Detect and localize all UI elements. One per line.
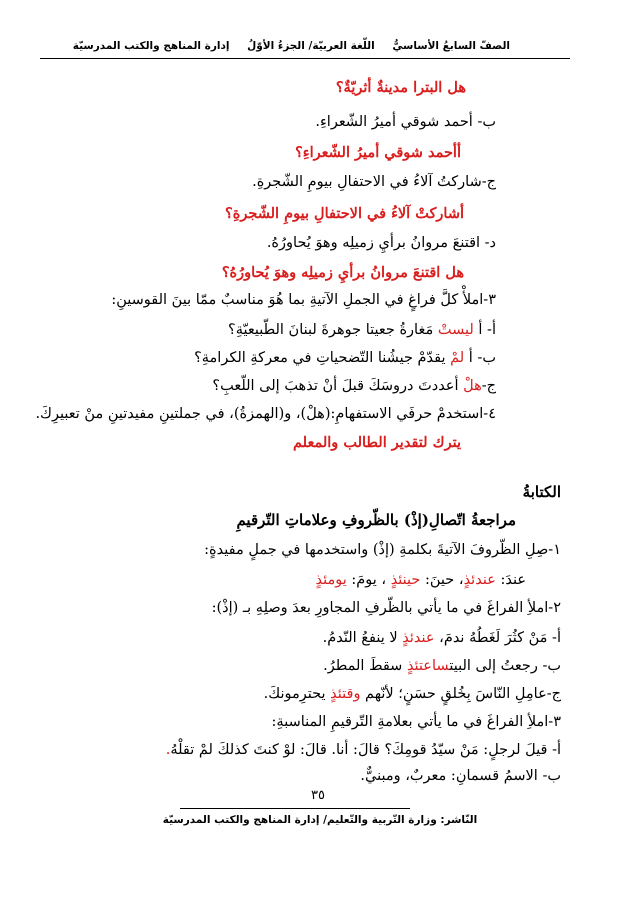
answer-word: ليستْ <box>437 322 474 338</box>
answer-line: هل اقتنعَ مروانُ برأيِ زميلِه وهوَ يُحاورُهُ؟ <box>221 264 464 281</box>
exercise-line: أ- قيلَ لرجلٍ: مَنْ سيّدُ قومِكَ؟ قالَ: أنا. قالَ: لوْ كنتَ كذلكَ لمْ تقلْهُ. <box>165 742 561 758</box>
exercise-heading: ١-صِلِ الظّروفَ الآتيةَ بكلمةِ (إذْ) واستخدمها في جملٍ مفيدةٍ: <box>204 542 561 558</box>
header-divider <box>40 58 570 59</box>
exercise-line: عندَ: عندئذٍ، حينَ: حينئذٍ ، يومَ: يومئذٍ <box>315 572 526 588</box>
header-grade: الصفّ السابعُ الأساسيُّ <box>392 40 510 52</box>
running-header <box>72 40 510 56</box>
exercise-line: أ- أ ليستْ مَغارةُ جعيتا جوهرةَ لبنانَ الطّبيعيّةِ؟ <box>228 322 496 338</box>
exercise-heading: ٣-املأِ الفراغَ في ما يأتي بعلامةِ التّرقيمِ المناسبةِ: <box>271 714 561 730</box>
answer-word: وقتئذٍ <box>330 686 361 702</box>
answer-word: عندئذٍ <box>463 572 496 588</box>
publisher-footer: النّاشر: وزارة التّربية والتّعليم/ إدارة المناهج والكتب المدرسيّة <box>162 814 478 826</box>
exercise-heading: ٢-املأِ الفراغَ في ما يأتي بالظّرفِ المجاورِ بعدَ وصلِهِ بـ (إذْ): <box>211 600 561 616</box>
exercise-line: ج-هلْ أعددتَ دروسَكَ قبلَ أنْ تذهبَ إلى اللّعبِ؟ <box>212 378 496 394</box>
answer-line: أشاركتْ آلاءُ في الاحتفالِ بيومِ الشّجرةِ؟ <box>225 205 464 222</box>
page-number: ٣٥ <box>311 788 325 803</box>
answer-word: يومئذٍ <box>315 572 347 588</box>
exercise-line: ج-عامِلِ النّاسَ بِخُلقٍ حسَنٍ؛ لأنّهم وقتئذٍ يحترِمونكَ. <box>263 686 561 702</box>
answer-word: عندئذٍ <box>402 630 435 646</box>
exercise-line: ب- أحمد شوقي أميرُ الشّعراءِ. <box>315 114 496 130</box>
answer-word: حينئذٍ <box>390 572 421 588</box>
header-publisher: إدارة المناهج والكتب المدرسيّة <box>72 40 230 52</box>
exercise-line: ج-شاركتُ آلاءُ في الاحتفالِ بيومِ الشّجرةِ. <box>252 174 496 190</box>
exercise-line: ب- رجعتُ إلى البيتساعتئذٍ سقطَ المطرُ. <box>323 658 561 674</box>
exercise-heading: ٣-املأْ كلَّ فراغٍ في الجملِ الآتيةِ بما هُوَ مناسبٌ ممّا بينَ القوسينِ: <box>111 292 496 308</box>
answer-word: لمْ <box>450 350 465 366</box>
answer-word: هلْ <box>463 378 482 394</box>
answer-mark: . <box>165 742 171 758</box>
header-subject: اللّغة العربيّة/ الجزءُ الأوّلُ <box>247 40 375 52</box>
exercise-line: ب- أ لمْ يقدّمْ جيشُنا التّضحياتِ في معركةِ الكرامةِ؟ <box>194 350 496 366</box>
answer-word: ساعتئذٍ <box>406 658 450 674</box>
section-title: الكتابةُ <box>522 483 561 501</box>
exercise-line: أ- مَنْ كثُرَ لَغَطُهُ ندمَ، عندئذٍ لا ينفعُ النّدمُ. <box>322 630 561 646</box>
exercise-line: ب- الاسمُ قسمانِ: معربٌ، ومبنيٌّ. <box>360 768 561 784</box>
exercise-line: د- اقتنعَ مروانُ برأيِ زميلِه وهوَ يُحاورُهُ. <box>266 235 496 251</box>
footer-divider <box>180 808 410 809</box>
answer-line: هل البترا مدينةٌ أثريّةٌ؟ <box>335 79 466 96</box>
answer-line: أأحمد شوقي أميرُ الشّعراءِ؟ <box>295 144 461 161</box>
section-subtitle: مراجعةُ اتّصالِ(إذْ) بالظّروفِ وعلاماتِ التّرقيمِ <box>236 511 516 529</box>
answer-note: يترك لتقدير الطالب والمعلم <box>293 434 461 451</box>
exercise-heading: ٤-استخدمْ حرفَي الاستفهامِ:(هلْ)، و(الهمزةُ)، في جملتينِ مفيدتينِ منْ تعبيرِكَ. <box>35 406 496 422</box>
